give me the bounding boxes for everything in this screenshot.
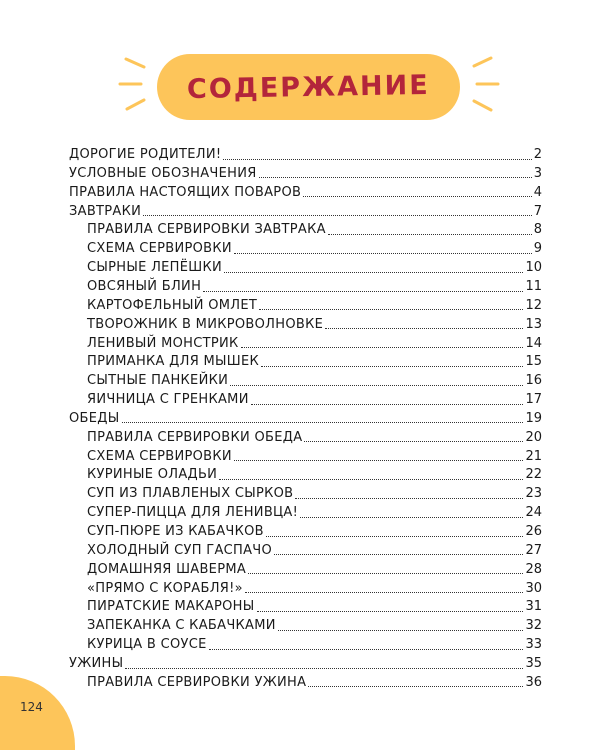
- dot-leader: [224, 268, 523, 273]
- toc-entry: [87, 278, 542, 296]
- dot-leader: [241, 343, 524, 348]
- toc-entry: [87, 674, 542, 692]
- dot-leader: [234, 249, 532, 254]
- toc-entry: [87, 598, 542, 616]
- toc-page-number: 13: [525, 316, 542, 332]
- toc-entry: [87, 504, 542, 522]
- dot-leader: [125, 664, 523, 669]
- title-badge: [157, 54, 460, 120]
- toc-label: ЛЕНИВЫЙ МОНСТРИК: [87, 335, 239, 351]
- toc-page-number: 35: [525, 655, 542, 671]
- toc-label: «ПРЯМО С КОРАБЛЯ!»: [87, 580, 243, 596]
- dot-leader: [209, 645, 524, 650]
- dot-leader: [274, 550, 523, 555]
- toc-label: УСЛОВНЫЕ ОБОЗНАЧЕНИЯ: [69, 165, 257, 181]
- toc-label: СУП-ПЮРЕ ИЗ КАБАЧКОВ: [87, 524, 264, 539]
- dot-leader: [223, 155, 531, 160]
- toc-section: [69, 655, 542, 673]
- toc-page-number: 27: [525, 542, 542, 558]
- toc-section: [69, 410, 542, 428]
- dot-leader: [304, 437, 523, 442]
- toc-entry: [87, 617, 542, 635]
- dot-leader: [248, 569, 523, 574]
- toc-section: [69, 165, 542, 183]
- toc-label: УЖИНЫ: [69, 655, 124, 671]
- dot-leader: [219, 475, 523, 480]
- ray-left-1: [126, 59, 144, 67]
- toc-page-number: 14: [525, 335, 542, 351]
- toc-label: ЯИЧНИЦА С ГРЕНКАМИ: [87, 392, 249, 408]
- toc-entry: [87, 542, 542, 560]
- dot-leader: [143, 211, 532, 216]
- dot-leader: [295, 494, 523, 499]
- toc-page-number: 8: [533, 222, 542, 238]
- toc-label: СХЕМА СЕРВИРОВКИ: [87, 448, 232, 464]
- toc-page-number: 15: [525, 354, 542, 370]
- dot-leader: [266, 532, 524, 537]
- toc-label: КАРТОФЕЛЬНЫЙ ОМЛЕТ: [87, 297, 258, 313]
- toc-label: ПИРАТСКИЕ МАКАРОНЫ: [87, 599, 255, 615]
- toc-entry: [87, 316, 542, 334]
- toc-page-number: 2: [533, 147, 542, 162]
- toc-page-number: 32: [525, 618, 542, 634]
- toc-entry: [87, 429, 542, 447]
- toc-label: ЗАВТРАКИ: [69, 203, 142, 219]
- dot-leader: [259, 173, 532, 178]
- toc-label: ПРИМАНКА ДЛЯ МЫШЕК: [87, 354, 260, 370]
- ray-right-3: [474, 101, 491, 110]
- toc-label: СУП ИЗ ПЛАВЛЕНЫХ СЫРКОВ: [87, 486, 294, 502]
- toc-page-number: 11: [525, 278, 542, 294]
- page-title: СОДЕРЖАНИЕ: [186, 69, 431, 105]
- toc-label: СЫРНЫЕ ЛЕПЁШКИ: [87, 260, 223, 276]
- dot-leader: [245, 588, 524, 593]
- toc-page-number: 3: [533, 165, 542, 181]
- toc-entry: [87, 448, 542, 466]
- toc-label: СХЕМА СЕРВИРОВКИ: [87, 241, 232, 257]
- dot-leader: [325, 324, 523, 329]
- toc-entry: [87, 259, 542, 277]
- toc-page-number: 10: [525, 260, 542, 276]
- toc-entry: [87, 240, 542, 258]
- toc-entry: [87, 372, 542, 390]
- page-number: 124: [20, 700, 43, 714]
- toc-page-number: 36: [525, 674, 542, 690]
- toc-label: ТВОРОЖНИК В МИКРОВОЛНОВКЕ: [87, 316, 324, 332]
- toc-label: ПРАВИЛА НАСТОЯЩИХ ПОВАРОВ: [69, 184, 302, 200]
- toc-page-number: 12: [525, 297, 542, 313]
- toc-label: ОВСЯНЫЙ БЛИН: [87, 278, 202, 294]
- toc-page-number: 19: [525, 410, 542, 426]
- toc-label: СЫТНЫЕ ПАНКЕЙКИ: [87, 373, 229, 389]
- dot-leader: [259, 305, 523, 310]
- dot-leader: [203, 287, 523, 292]
- dot-leader: [303, 192, 532, 197]
- dot-leader: [300, 513, 523, 518]
- toc-label: ХОЛОДНЫЙ СУП ГАСПАЧО: [87, 542, 273, 558]
- toc-section: [69, 184, 542, 202]
- dot-leader: [278, 626, 524, 631]
- toc-page-number: 26: [525, 524, 542, 539]
- dot-leader: [230, 381, 523, 386]
- toc-entry: [87, 221, 542, 239]
- toc-entry: [87, 580, 542, 598]
- toc-label: КУРИНЫЕ ОЛАДЬИ: [87, 467, 218, 483]
- toc-label: ЗАПЕКАНКА С КАБАЧКАМИ: [87, 618, 276, 634]
- toc-entry: [87, 353, 542, 371]
- toc-page-number: 16: [525, 373, 542, 389]
- toc-section: [69, 146, 542, 164]
- toc-label: ПРАВИЛА СЕРВИРОВКИ УЖИНА: [87, 674, 307, 690]
- toc-entry: [87, 335, 542, 353]
- toc-label: ПРАВИЛА СЕРВИРОВКИ ЗАВТРАКА: [87, 222, 326, 238]
- toc-page-number: 22: [525, 467, 542, 483]
- toc-page-number: 33: [525, 637, 542, 653]
- dot-leader: [328, 230, 532, 235]
- dot-leader: [257, 607, 524, 612]
- toc-label: ПРАВИЛА СЕРВИРОВКИ ОБЕДА: [87, 429, 303, 445]
- dot-leader: [308, 682, 523, 687]
- header: [0, 0, 600, 140]
- toc-entry: [87, 561, 542, 579]
- toc-page-number: 31: [525, 599, 542, 615]
- toc-page-number: 28: [525, 561, 542, 577]
- toc-page-number: 24: [525, 505, 542, 521]
- toc-entry: [87, 297, 542, 315]
- toc-page-number: 20: [525, 429, 542, 445]
- toc-entry: [87, 466, 542, 484]
- toc-label: ДОРОГИЕ РОДИТЕЛИ!: [69, 147, 222, 162]
- toc-label: ДОМАШНЯЯ ШАВЕРМА: [87, 561, 247, 577]
- ray-left-3: [127, 100, 144, 109]
- dot-leader: [261, 362, 523, 367]
- toc-page-number: 4: [533, 184, 542, 200]
- toc-page-number: 7: [533, 203, 542, 219]
- toc-label: СУПЕР-ПИЦЦА ДЛЯ ЛЕНИВЦА!: [87, 505, 299, 521]
- toc-entry: [87, 391, 542, 409]
- toc-entry: [87, 485, 542, 503]
- dot-leader: [122, 418, 524, 423]
- toc-label: КУРИЦА В СОУСЕ: [87, 637, 207, 653]
- toc-entry: [87, 636, 542, 654]
- toc-page-number: 23: [525, 486, 542, 502]
- toc-section: [69, 203, 542, 221]
- toc-page-number: 30: [525, 580, 542, 596]
- toc-label: ОБЕДЫ: [69, 410, 120, 426]
- ray-right-1: [474, 58, 491, 66]
- toc-entry: [87, 523, 542, 541]
- toc-page-number: 17: [525, 392, 542, 408]
- toc-page-number: 21: [525, 448, 542, 464]
- toc-page-number: 9: [533, 241, 542, 257]
- dot-leader: [251, 400, 524, 405]
- dot-leader: [234, 456, 523, 461]
